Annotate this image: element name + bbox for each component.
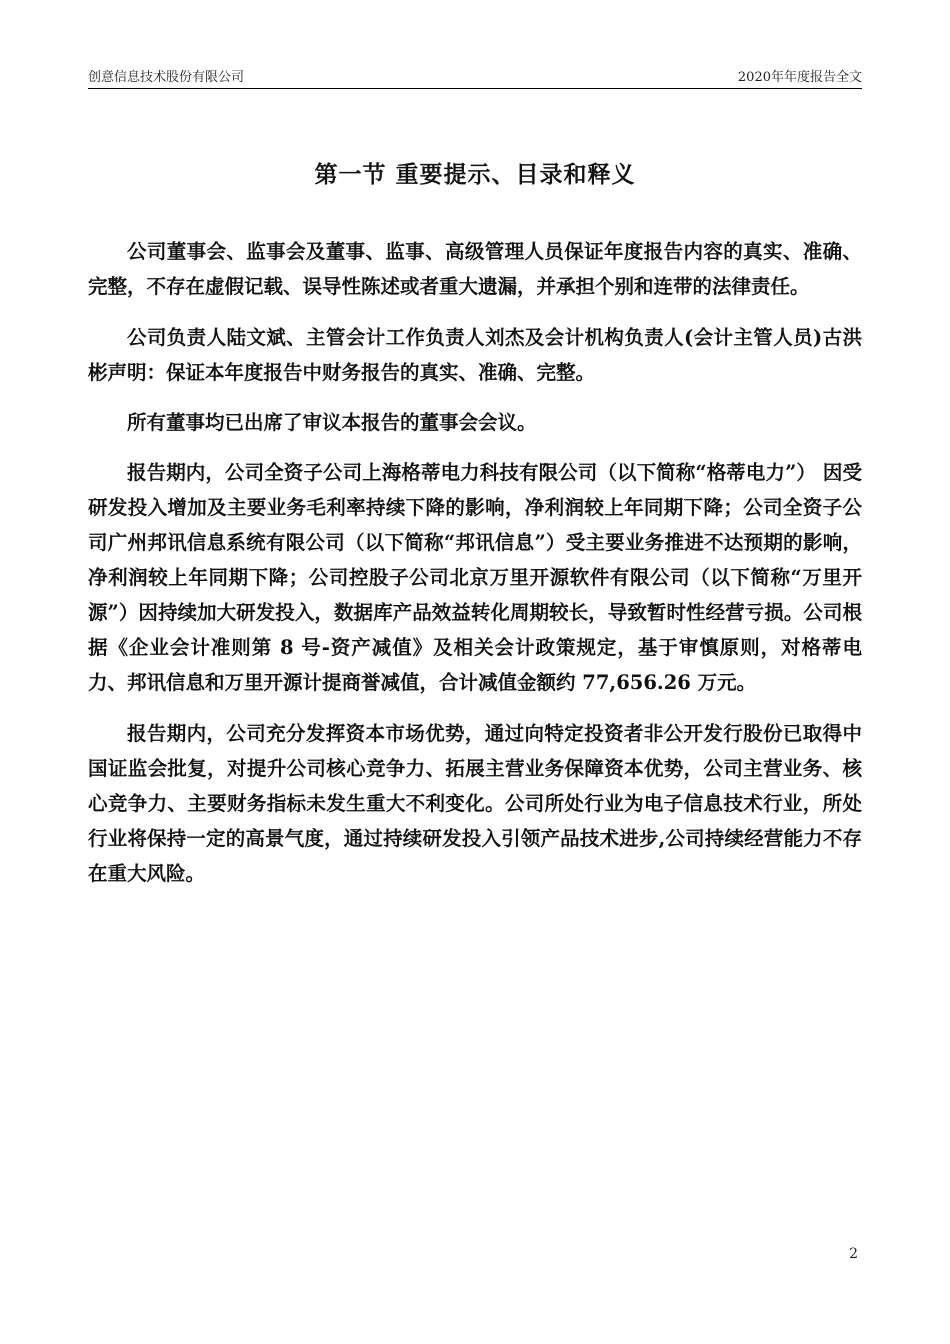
section-title: 第一节 重要提示、目录和释义 [314,161,636,188]
paragraph-director-attendance: 所有董事均已出席了审议本报告的董事会会议。 [127,411,537,434]
page-header [88,66,862,88]
paragraph-goodwill-impairment: 报告期内，公司全资子公司上海格蒂电力科技有限公司（以下简称“格蒂电力”） 因受研发投入增加及主要业务毛利率持续下降的影响，净利润较上年同期下降；公司全资子公司广州邦讯信息系统有限公司（以下简称“邦讯信息”）受主要业务推进不达预期的影响，净利润较上年同期下降；公司控股子公司北京万里开源软件有限公司（以下简称“万里开源”）因持续加大研发投入，数据库产品效益转化周期较长，导致暂时性经营亏损。公司根据《企业会计准则第 8 号-资产减值》及相关会计政策规定，基于审慎原则，对格蒂电力、邦讯信息和万里开源计提商誉减值，合计减值金额约 77,656.26 万元。 [88,461,862,694]
paragraph-officer-statement: 公司负责人陆文斌、主管会计工作负责人刘杰及会计机构负责人(会计主管人员)古洪彬声明：保证本年度报告中财务报告的真实、准确、完整。 [88,326,863,384]
header-company-name: 创意信息技术股份有限公司 [88,70,245,85]
paragraph-board-guarantee: 公司董事会、监事会及董事、监事、高级管理人员保证年度报告内容的真实、准确、完整，不存在虚假记载、误导性陈述或者重大遗漏，并承担个别和连带的法律责任。 [88,240,862,298]
page-number: 2 [849,1246,858,1262]
header-divider [88,88,862,89]
header-report-title: 2020年年度报告全文 [737,70,862,85]
document-body [88,234,862,891]
paragraph-going-concern: 报告期内，公司充分发挥资本市场优势，通过向特定投资者非公开发行股份已取得中国证监会批复，对提升公司核心竞争力、拓展主营业务保障资本优势，公司主营业务、核心竞争力、主要财务指标未发生重大不利变化。公司所处行业为电子信息技术行业，所处行业将保持一定的高景气度，通过持续研发投入引领产品技术进步,公司持续经营能力不存在重大风险。 [88,722,862,885]
